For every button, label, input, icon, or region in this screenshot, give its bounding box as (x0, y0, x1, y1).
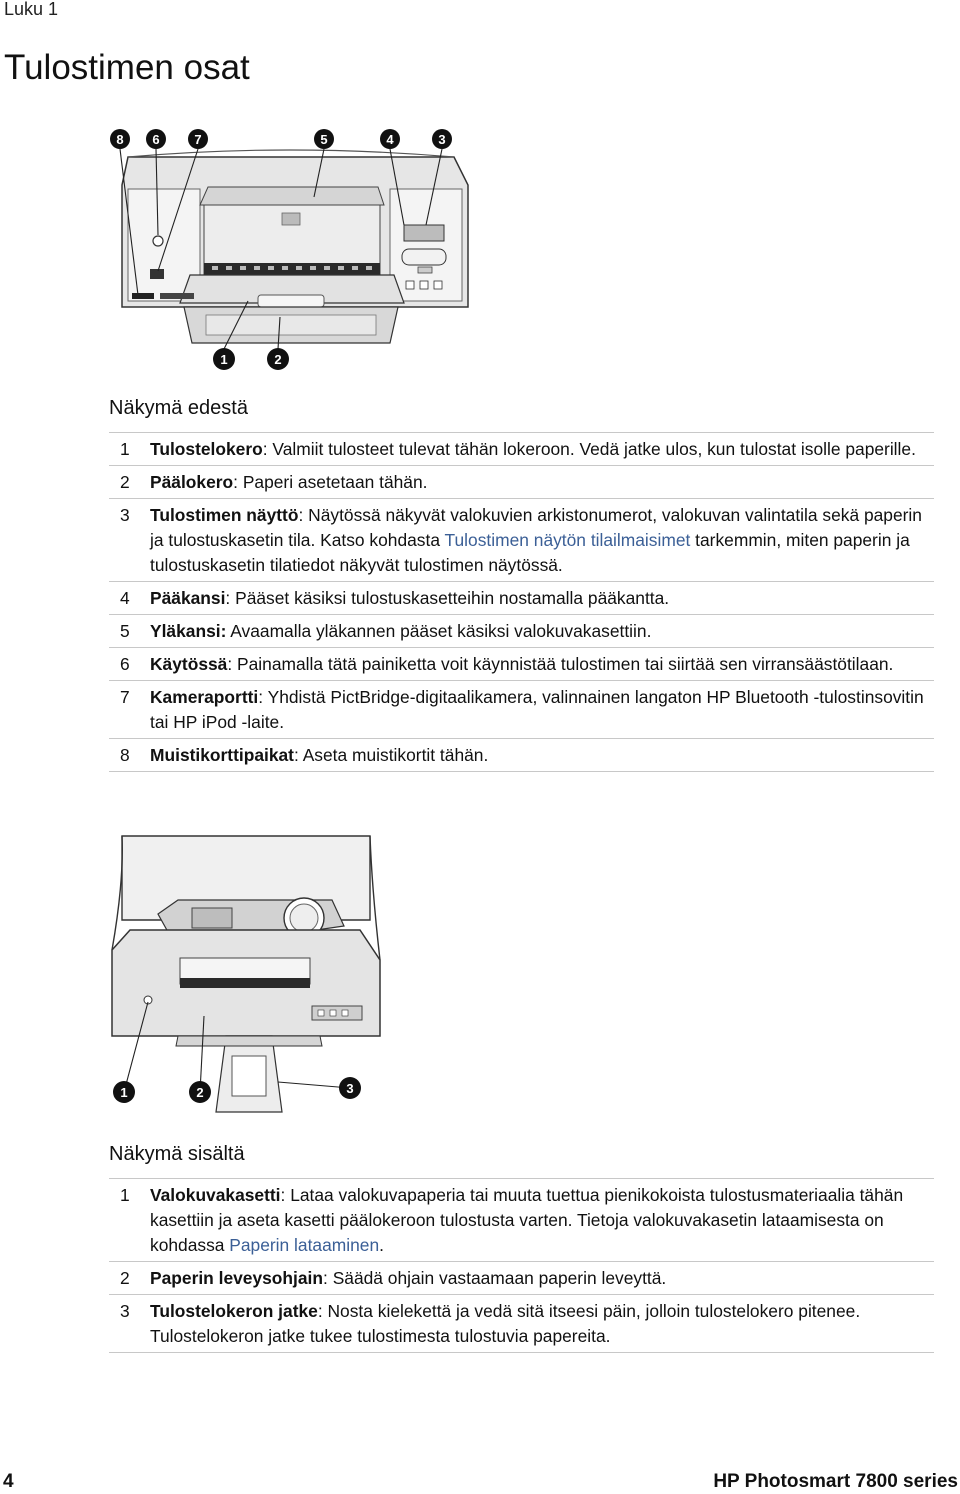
front-callout-4: 4 (386, 132, 394, 147)
item-description: Valmiit tulosteet tulevat tähän lokeroon. Vedä jatke ulos, kun tulostat isolle paperille. (272, 439, 916, 459)
item-description: Avaamalla yläkannen pääset käsiksi valokuvakasettiin. (230, 621, 652, 641)
list-item: 3 Tulostelokeron jatke: Nosta kielekettä ja vedä sitä itseesi päin, jolloin tulostelokero pitenee. Tulostelokeron jatke tukee tulostimesta tulostuvia papereita. (109, 1294, 934, 1353)
item-number: 4 (120, 588, 130, 608)
list-item (109, 614, 934, 647)
display-status-link[interactable]: Tulostimen näytön tilailmaisimet (444, 530, 691, 550)
item-number: 5 (120, 621, 130, 641)
item-term: Käytössä (150, 654, 228, 674)
item-number: 8 (120, 745, 130, 765)
list-item: 2 Paperin leveysohjain: Säädä ohjain vastaamaan paperin leveyttä. (109, 1261, 934, 1294)
inside-view-heading: Näkymä sisältä (109, 1143, 245, 1165)
list-item: 1 Tulostelokero: Valmiit tulosteet tulevat tähän lokeroon. Vedä jatke ulos, kun tulostat isolle paperille. (109, 432, 934, 465)
item-term: Päälokero (150, 472, 234, 492)
item-number: 2 (120, 1268, 130, 1288)
front-callout-1: 1 (220, 352, 228, 367)
item-description: Aseta muistikortit tähän. (302, 745, 489, 765)
footer-product-name: HP Photosmart 7800 series (713, 1471, 958, 1492)
item-term: Yläkansi: (150, 621, 227, 641)
item-term: Tulostelokeron jatke (150, 1301, 318, 1321)
front-callout-3: 3 (438, 132, 446, 147)
page-title: Tulostimen osat (4, 48, 250, 87)
item-description: Pääset käsiksi tulostuskasetteihin nostamalla pääkantta. (235, 588, 670, 608)
item-description: Yhdistä PictBridge-digitaalikamera, valinnainen langaton HP Bluetooth -tulostinsovitin tai HP iPod -laite. (150, 687, 924, 732)
front-callout-6: 6 (152, 132, 160, 147)
item-description: Lataa valokuvapaperia tai muuta tuettua pienikokoista tulostusmateriaalia tähän kasettiin ja aseta kasetti päälokeroon tulostusta varten. Tietoja valokuvakasetin lataamisesta on kohdassa (150, 1185, 904, 1255)
list-item: 3 Tulostimen näyttö: Näytössä näkyvät valokuvien arkistonumerot, valokuvan valintatila sekä paperin ja tulostuskasetin tila. Katso kohdasta Tulostimen näytön tilailmaisimet tarkemmin, miten paperin ja tulostuskasetin tilatiedot näkyvät tulostimen näytössä. (109, 498, 934, 581)
loading-paper-link[interactable]: Paperin lataaminen (229, 1235, 380, 1255)
item-term: Tulostelokero (150, 439, 263, 459)
list-item: 8 Muistikorttipaikat: Aseta muistikortit tähän. (109, 738, 934, 772)
list-item: 1 Valokuvakasetti: Lataa valokuvapaperia tai muuta tuettua pienikokoista tulostusmateriaalia tähän kasettiin ja aseta kasetti päälokeroon tulostusta varten. Tietoja valokuvakasetin lataamisesta on kohdassa Paperin lataaminen. (109, 1178, 934, 1261)
item-term: Tulostimen näyttö (150, 505, 299, 525)
item-description: Näytössä näkyvät valokuvien arkistonumerot, valokuvan valintatila sekä paperin ja tulostuskasetin tila. Katso kohdasta (150, 505, 922, 550)
front-view-heading: Näkymä edestä (109, 397, 248, 419)
item-term: Paperin leveysohjain (150, 1268, 324, 1288)
chapter-label: Luku 1 (4, 0, 59, 19)
front-view-parts-list (109, 432, 934, 772)
list-item: 7 Kameraportti: Yhdistä PictBridge-digitaalikamera, valinnainen langaton HP Bluetooth -tulostinsovitin tai HP iPod -laite. (109, 680, 934, 738)
footer-page-number: 4 (3, 1471, 14, 1492)
item-number: 6 (120, 654, 130, 674)
item-number: 3 (120, 1301, 130, 1321)
front-callout-2: 2 (274, 352, 282, 367)
item-number: 7 (120, 687, 130, 707)
item-number: 1 (120, 1185, 130, 1205)
list-item: 2 Päälokero: Paperi asetetaan tähän. (109, 465, 934, 498)
list-item: 4 Pääkansi: Pääset käsiksi tulostuskasetteihin nostamalla pääkantta. (109, 581, 934, 614)
inside-callout-1: 1 (120, 1085, 128, 1100)
item-description: Nosta kielekettä ja vedä sitä itseesi päin, jolloin tulostelokero pitenee. Tulostelokeron jatke tukee tulostimesta tulostuvia papereita. (150, 1301, 861, 1346)
front-callout-7: 7 (194, 132, 202, 147)
item-description: Paperi asetetaan tähän. (242, 472, 428, 492)
list-item: 6 Käytössä: Painamalla tätä painiketta voit käynnistää tulostimen tai siirtää sen virransäästötilaan. (109, 647, 934, 680)
front-callout-8: 8 (116, 132, 124, 147)
front-callout-5: 5 (320, 132, 328, 147)
item-number: 1 (120, 439, 130, 459)
item-term: Valokuvakasetti (150, 1185, 281, 1205)
item-number: 2 (120, 472, 130, 492)
item-description-continued: tarkemmin, miten paperin ja tulostuskasetin tilatiedot näkyvät tulostimen näytössä. (150, 530, 910, 575)
item-description: Painamalla tätä painiketta voit käynnistää tulostimen tai siirtää sen virransäästötilaan. (237, 654, 894, 674)
item-term: Pääkansi (150, 588, 226, 608)
item-description: Säädä ohjain vastaamaan paperin leveyttä. (332, 1268, 667, 1288)
inside-view-parts-list (109, 1178, 934, 1353)
item-term: Muistikorttipaikat (150, 745, 294, 765)
printer-front-illustration (108, 125, 475, 373)
item-number: 3 (120, 505, 130, 525)
item-term: Kameraportti (150, 687, 259, 707)
inside-callout-2: 2 (196, 1085, 204, 1100)
printer-inside-illustration (108, 830, 383, 1117)
inside-callout-3: 3 (346, 1081, 354, 1096)
